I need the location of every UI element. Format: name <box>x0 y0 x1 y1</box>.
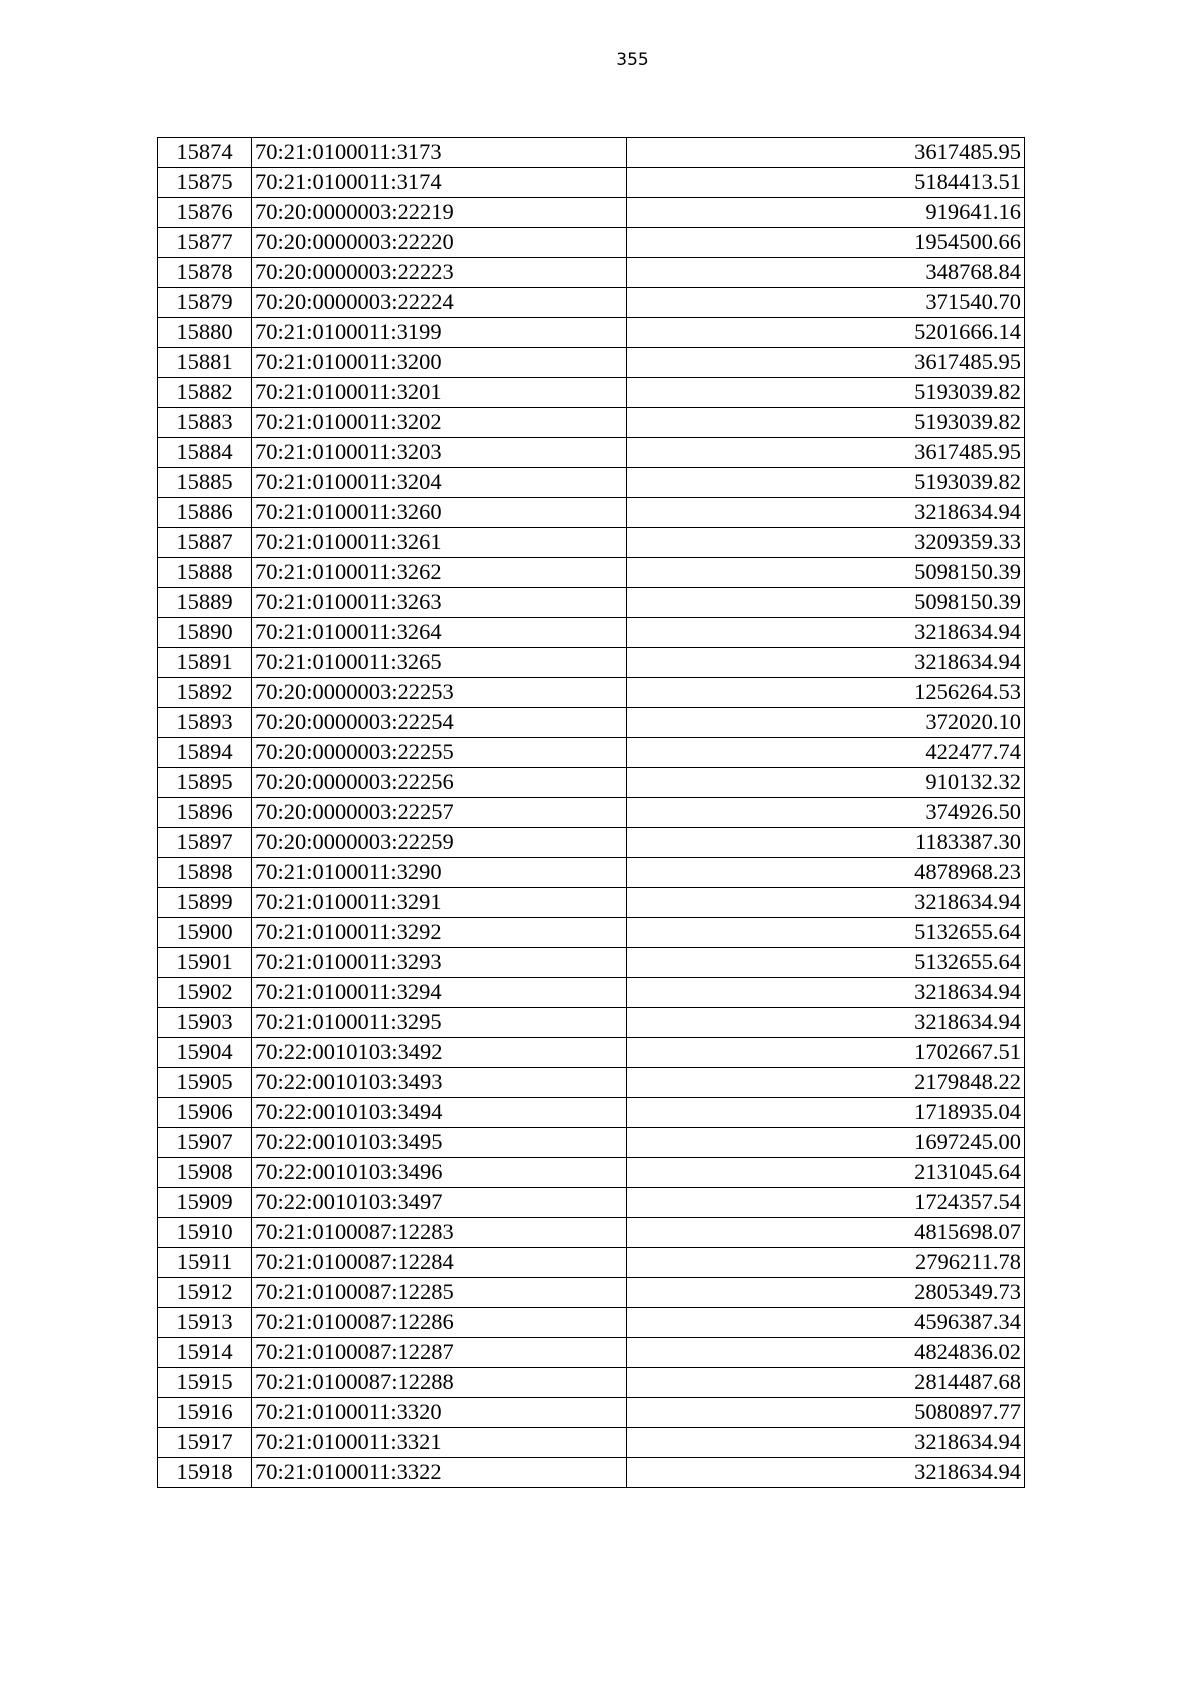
table-row <box>158 1218 1025 1248</box>
table-row <box>158 618 1025 648</box>
table-row <box>158 678 1025 708</box>
cadastral-number-cell: 70:20:0000003:22253 <box>252 678 627 708</box>
row-number-cell: 15907 <box>158 1128 252 1158</box>
table-row <box>158 498 1025 528</box>
row-number-cell: 15893 <box>158 708 252 738</box>
cadastral-number-cell: 70:20:0000003:22254 <box>252 708 627 738</box>
cadastral-number-cell: 70:21:0100011:3294 <box>252 978 627 1008</box>
cadastral-value-cell: 5098150.39 <box>627 588 1025 618</box>
table-row <box>158 888 1025 918</box>
cadastral-value-cell: 3218634.94 <box>627 888 1025 918</box>
cadastral-number-cell: 70:21:0100087:12285 <box>252 1278 627 1308</box>
table-row <box>158 648 1025 678</box>
cadastral-value-cell: 372020.10 <box>627 708 1025 738</box>
cadastral-value-cell: 1183387.30 <box>627 828 1025 858</box>
row-number-cell: 15886 <box>158 498 252 528</box>
row-number-cell: 15889 <box>158 588 252 618</box>
cadastral-number-cell: 70:21:0100011:3262 <box>252 558 627 588</box>
cadastral-number-cell: 70:21:0100011:3264 <box>252 618 627 648</box>
row-number-cell: 15888 <box>158 558 252 588</box>
row-number-cell: 15891 <box>158 648 252 678</box>
cadastral-number-cell: 70:20:0000003:22223 <box>252 258 627 288</box>
cadastral-number-cell: 70:21:0100011:3204 <box>252 468 627 498</box>
cadastral-number-cell: 70:21:0100011:3295 <box>252 1008 627 1038</box>
cadastral-number-cell: 70:21:0100087:12287 <box>252 1338 627 1368</box>
row-number-cell: 15899 <box>158 888 252 918</box>
cadastral-number-cell: 70:22:0010103:3494 <box>252 1098 627 1128</box>
cadastral-value-cell: 5098150.39 <box>627 558 1025 588</box>
cadastral-value-cell: 5201666.14 <box>627 318 1025 348</box>
cadastral-number-cell: 70:20:0000003:22257 <box>252 798 627 828</box>
row-number-cell: 15900 <box>158 918 252 948</box>
cadastral-number-cell: 70:20:0000003:22224 <box>252 288 627 318</box>
table-row <box>158 1398 1025 1428</box>
row-number-cell: 15878 <box>158 258 252 288</box>
cadastral-value-cell: 3218634.94 <box>627 1428 1025 1458</box>
row-number-cell: 15884 <box>158 438 252 468</box>
cadastral-value-cell: 3218634.94 <box>627 1458 1025 1488</box>
table-row <box>158 348 1025 378</box>
cadastral-value-cell: 4824836.02 <box>627 1338 1025 1368</box>
cadastral-number-cell: 70:22:0010103:3493 <box>252 1068 627 1098</box>
row-number-cell: 15913 <box>158 1308 252 1338</box>
row-number-cell: 15898 <box>158 858 252 888</box>
cadastral-value-cell: 5193039.82 <box>627 468 1025 498</box>
table-row <box>158 258 1025 288</box>
cadastral-number-cell: 70:21:0100011:3199 <box>252 318 627 348</box>
table-row <box>158 588 1025 618</box>
cadastral-number-cell: 70:20:0000003:22256 <box>252 768 627 798</box>
table-row <box>158 918 1025 948</box>
cadastral-value-cell: 348768.84 <box>627 258 1025 288</box>
cadastral-value-cell: 4596387.34 <box>627 1308 1025 1338</box>
cadastral-number-cell: 70:21:0100011:3322 <box>252 1458 627 1488</box>
cadastral-number-cell: 70:21:0100011:3202 <box>252 408 627 438</box>
cadastral-number-cell: 70:20:0000003:22219 <box>252 198 627 228</box>
cadastral-number-cell: 70:21:0100011:3290 <box>252 858 627 888</box>
row-number-cell: 15875 <box>158 168 252 198</box>
cadastral-value-cell: 422477.74 <box>627 738 1025 768</box>
cadastral-number-cell: 70:21:0100011:3201 <box>252 378 627 408</box>
row-number-cell: 15918 <box>158 1458 252 1488</box>
cadastral-value-cell: 3218634.94 <box>627 618 1025 648</box>
row-number-cell: 15917 <box>158 1428 252 1458</box>
cadastral-number-cell: 70:21:0100087:12283 <box>252 1218 627 1248</box>
row-number-cell: 15880 <box>158 318 252 348</box>
row-number-cell: 15894 <box>158 738 252 768</box>
row-number-cell: 15902 <box>158 978 252 1008</box>
table-row <box>158 738 1025 768</box>
table-row <box>158 798 1025 828</box>
table-row <box>158 1008 1025 1038</box>
cadastral-value-cell: 3209359.33 <box>627 528 1025 558</box>
table-row <box>158 438 1025 468</box>
cadastral-number-cell: 70:20:0000003:22220 <box>252 228 627 258</box>
cadastral-value-cell: 3218634.94 <box>627 1008 1025 1038</box>
cadastral-value-cell: 374926.50 <box>627 798 1025 828</box>
cadastral-value-cell: 5193039.82 <box>627 378 1025 408</box>
cadastral-value-cell: 2805349.73 <box>627 1278 1025 1308</box>
table-row <box>158 858 1025 888</box>
cadastral-value-cell: 3218634.94 <box>627 978 1025 1008</box>
row-number-cell: 15892 <box>158 678 252 708</box>
row-number-cell: 15887 <box>158 528 252 558</box>
table-row <box>158 1368 1025 1398</box>
row-number-cell: 15883 <box>158 408 252 438</box>
row-number-cell: 15914 <box>158 1338 252 1368</box>
table-row <box>158 1188 1025 1218</box>
row-number-cell: 15904 <box>158 1038 252 1068</box>
cadastral-number-cell: 70:21:0100011:3260 <box>252 498 627 528</box>
table-row <box>158 168 1025 198</box>
table-row <box>158 138 1025 168</box>
row-number-cell: 15910 <box>158 1218 252 1248</box>
cadastral-value-cell: 4878968.23 <box>627 858 1025 888</box>
table-row <box>158 288 1025 318</box>
table-row <box>158 948 1025 978</box>
row-number-cell: 15908 <box>158 1158 252 1188</box>
cadastral-value-cell: 4815698.07 <box>627 1218 1025 1248</box>
cadastral-number-cell: 70:22:0010103:3492 <box>252 1038 627 1068</box>
cadastral-value-cell: 1718935.04 <box>627 1098 1025 1128</box>
row-number-cell: 15874 <box>158 138 252 168</box>
row-number-cell: 15885 <box>158 468 252 498</box>
cadastral-value-cell: 5193039.82 <box>627 408 1025 438</box>
table-row <box>158 468 1025 498</box>
table-row <box>158 708 1025 738</box>
row-number-cell: 15916 <box>158 1398 252 1428</box>
cadastral-value-cell: 1724357.54 <box>627 1188 1025 1218</box>
cadastral-number-cell: 70:22:0010103:3497 <box>252 1188 627 1218</box>
cadastral-number-cell: 70:22:0010103:3496 <box>252 1158 627 1188</box>
row-number-cell: 15911 <box>158 1248 252 1278</box>
table-row <box>158 558 1025 588</box>
row-number-cell: 15896 <box>158 798 252 828</box>
cadastral-number-cell: 70:21:0100011:3263 <box>252 588 627 618</box>
cadastral-value-cell: 1697245.00 <box>627 1128 1025 1158</box>
cadastral-value-cell: 3617485.95 <box>627 438 1025 468</box>
cadastral-number-cell: 70:22:0010103:3495 <box>252 1128 627 1158</box>
row-number-cell: 15901 <box>158 948 252 978</box>
cadastral-number-cell: 70:20:0000003:22259 <box>252 828 627 858</box>
cadastral-number-cell: 70:21:0100087:12288 <box>252 1368 627 1398</box>
cadastral-number-cell: 70:21:0100011:3200 <box>252 348 627 378</box>
table-row <box>158 1128 1025 1158</box>
cadastral-number-cell: 70:21:0100011:3203 <box>252 438 627 468</box>
row-number-cell: 15876 <box>158 198 252 228</box>
row-number-cell: 15905 <box>158 1068 252 1098</box>
cadastral-value-cell: 2179848.22 <box>627 1068 1025 1098</box>
cadastral-value-cell: 1954500.66 <box>627 228 1025 258</box>
row-number-cell: 15897 <box>158 828 252 858</box>
row-number-cell: 15915 <box>158 1368 252 1398</box>
table-row <box>158 228 1025 258</box>
row-number-cell: 15903 <box>158 1008 252 1038</box>
row-number-cell: 15906 <box>158 1098 252 1128</box>
row-number-cell: 15882 <box>158 378 252 408</box>
table-row <box>158 408 1025 438</box>
cadastral-number-cell: 70:21:0100087:12286 <box>252 1308 627 1338</box>
table-row <box>158 1158 1025 1188</box>
table-row <box>158 1098 1025 1128</box>
cadastral-number-cell: 70:21:0100011:3292 <box>252 918 627 948</box>
table-row <box>158 978 1025 1008</box>
table-row <box>158 1458 1025 1488</box>
table-row <box>158 768 1025 798</box>
table-row <box>158 1248 1025 1278</box>
row-number-cell: 15909 <box>158 1188 252 1218</box>
row-number-cell: 15895 <box>158 768 252 798</box>
cadastral-value-cell: 3218634.94 <box>627 498 1025 528</box>
cadastral-number-cell: 70:21:0100011:3320 <box>252 1398 627 1428</box>
cadastral-value-cell: 1256264.53 <box>627 678 1025 708</box>
table-row <box>158 828 1025 858</box>
cadastral-value-cell: 3617485.95 <box>627 138 1025 168</box>
table-row <box>158 1038 1025 1068</box>
cadastral-value-cell: 3617485.95 <box>627 348 1025 378</box>
cadastral-number-cell: 70:20:0000003:22255 <box>252 738 627 768</box>
row-number-cell: 15881 <box>158 348 252 378</box>
row-number-cell: 15879 <box>158 288 252 318</box>
cadastral-number-cell: 70:21:0100011:3291 <box>252 888 627 918</box>
page-number: 355 <box>616 50 649 70</box>
cadastral-value-cell: 3218634.94 <box>627 648 1025 678</box>
cadastral-value-table <box>157 137 1025 1488</box>
table-row <box>158 1338 1025 1368</box>
cadastral-value-cell: 5132655.64 <box>627 918 1025 948</box>
cadastral-value-cell: 919641.16 <box>627 198 1025 228</box>
row-number-cell: 15877 <box>158 228 252 258</box>
cadastral-number-cell: 70:21:0100011:3261 <box>252 528 627 558</box>
table-row <box>158 1068 1025 1098</box>
table-body <box>158 138 1025 1488</box>
cadastral-number-cell: 70:21:0100087:12284 <box>252 1248 627 1278</box>
table-row <box>158 528 1025 558</box>
cadastral-number-cell: 70:21:0100011:3174 <box>252 168 627 198</box>
cadastral-value-cell: 1702667.51 <box>627 1038 1025 1068</box>
table-row <box>158 198 1025 228</box>
cadastral-value-cell: 2814487.68 <box>627 1368 1025 1398</box>
row-number-cell: 15912 <box>158 1278 252 1308</box>
cadastral-number-cell: 70:21:0100011:3173 <box>252 138 627 168</box>
table-row <box>158 1428 1025 1458</box>
table-row <box>158 378 1025 408</box>
table-row <box>158 1308 1025 1338</box>
table-row <box>158 1278 1025 1308</box>
table-row <box>158 318 1025 348</box>
cadastral-value-cell: 5080897.77 <box>627 1398 1025 1428</box>
cadastral-number-cell: 70:21:0100011:3293 <box>252 948 627 978</box>
cadastral-value-cell: 2131045.64 <box>627 1158 1025 1188</box>
cadastral-value-cell: 5132655.64 <box>627 948 1025 978</box>
cadastral-number-cell: 70:21:0100011:3265 <box>252 648 627 678</box>
cadastral-value-cell: 910132.32 <box>627 768 1025 798</box>
cadastral-number-cell: 70:21:0100011:3321 <box>252 1428 627 1458</box>
cadastral-value-cell: 2796211.78 <box>627 1248 1025 1278</box>
row-number-cell: 15890 <box>158 618 252 648</box>
cadastral-value-cell: 371540.70 <box>627 288 1025 318</box>
cadastral-value-cell: 5184413.51 <box>627 168 1025 198</box>
